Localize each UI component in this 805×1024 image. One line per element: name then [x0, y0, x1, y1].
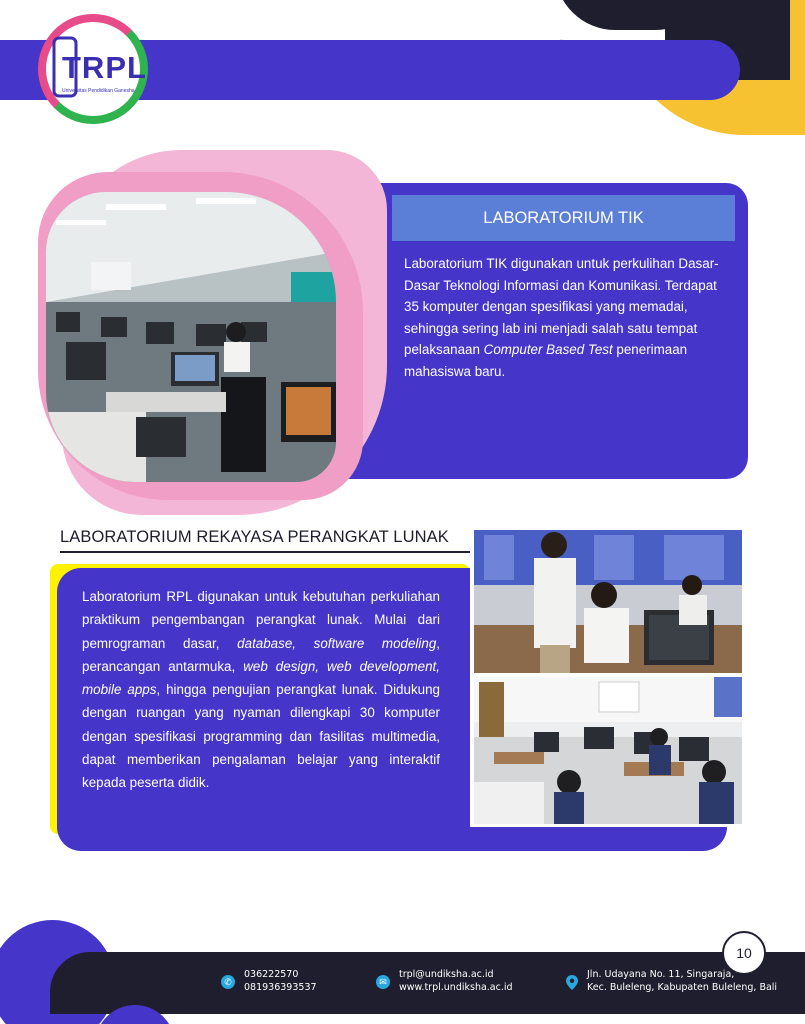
rpl-text-italic-1: database, software modeling — [237, 635, 437, 651]
tik-title: LABORATORIUM TIK — [483, 209, 644, 227]
footer-white-strip — [170, 1014, 805, 1024]
tik-description — [404, 253, 734, 383]
rpl-text-italic-2: web design, web development, mobile apps — [82, 658, 440, 698]
rpl-lab-photo-1 — [474, 530, 742, 673]
tik-text-part-1: Laboratorium TIK digunakan untuk perkulihan Dasar-Dasar Teknologi Informasi dan Komunikasi. Terdapat 35 komputer dengan spesifikasi yang memadai, sehingga sering lab ini menjadi salah satu tempat pelaksanaan — [404, 256, 719, 358]
page-number: 10 — [722, 931, 766, 975]
footer-address-2: Kec. Buleleng, Kabupaten Buleleng, Bali — [587, 981, 778, 993]
logo-subtitle: Universitas Pendidikan Ganesha — [62, 88, 135, 94]
footer-address-1: Jln. Udayana No. 11, Singaraja, — [587, 969, 735, 980]
location-pin-icon — [566, 975, 578, 990]
rpl-lab-photo-2 — [474, 677, 742, 824]
tik-text-part-2: penerimaan mahasiswa baru. — [404, 342, 688, 379]
rpl-heading: LABORATORIUM REKAYASA PERANGKAT LUNAK — [60, 528, 449, 546]
footer-email[interactable]: trpl@undiksha.ac.id — [399, 969, 494, 980]
logo-text: TRPL — [62, 50, 147, 85]
tik-text-italic: Computer Based Test — [483, 342, 613, 358]
rpl-text-part-2: , perancangan antarmuka, — [82, 635, 440, 674]
footer-phones — [244, 969, 317, 994]
trpl-logo — [38, 14, 156, 124]
tik-lab-photo — [46, 192, 336, 482]
rpl-heading-underline — [60, 551, 470, 553]
phone-icon: ✆ — [221, 975, 235, 989]
rpl-description — [82, 585, 440, 795]
mail-icon: ✉ — [376, 975, 390, 989]
rpl-text-part-3: , hingga pengujian perangkat lunak. Didukung dengan ruangan yang nyaman dilengkapi 30 komputer dengan spesifikasi programming dan fasilitas multimedia, dapat memberikan pengalaman belajar yang interaktif kepada peserta didik. — [82, 682, 440, 791]
footer-phone-1: 036222570 — [244, 969, 299, 980]
footer-contact — [399, 969, 513, 994]
footer-address — [587, 969, 777, 994]
footer-phone-2: 081936393537 — [244, 981, 317, 993]
footer-website[interactable]: www.trpl.undiksha.ac.id — [399, 981, 513, 993]
rpl-text-part-1: Laboratorium RPL digunakan untuk kebutuhan perkuliahan praktikum pengembangan perangkat lunak. Mulai dari pemrograman dasar, — [82, 589, 440, 651]
